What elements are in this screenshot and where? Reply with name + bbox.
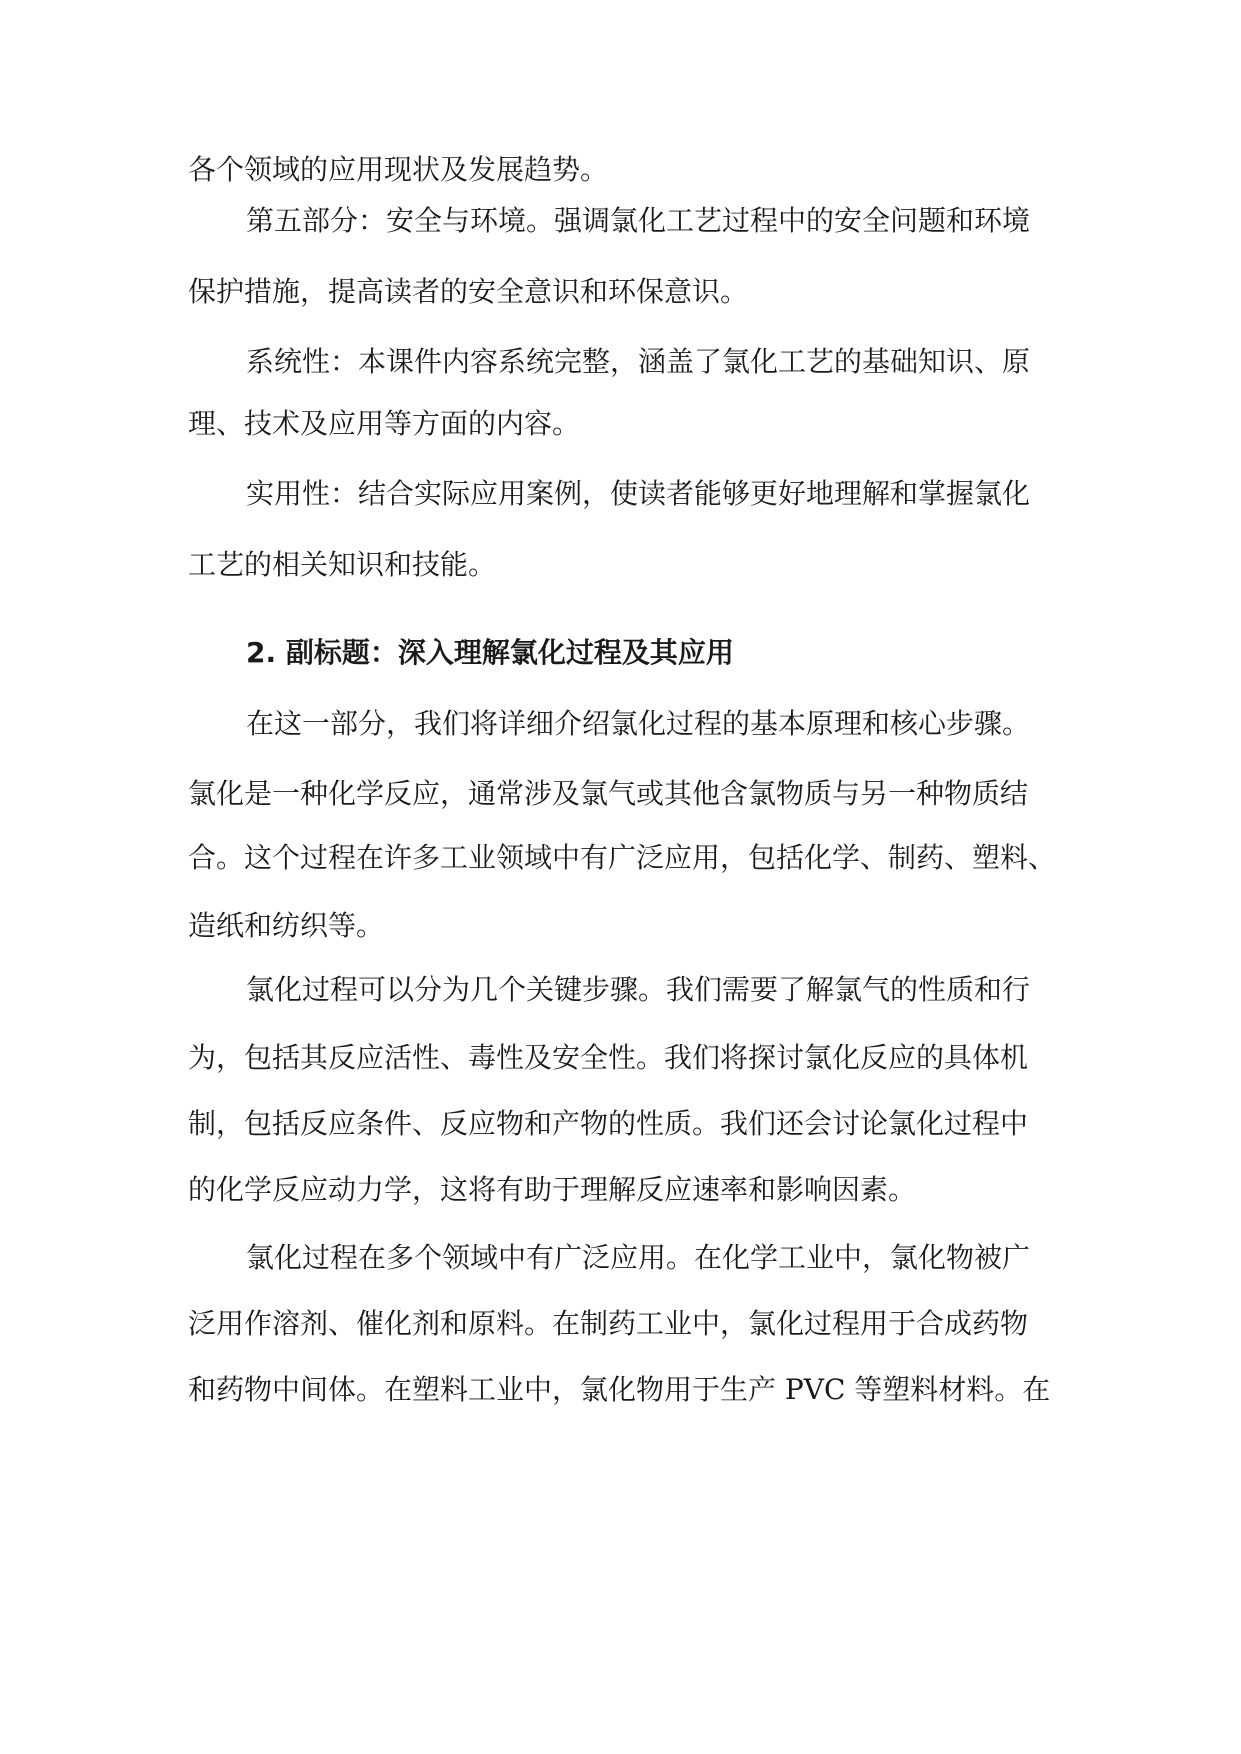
text-line: 实用性：结合实际应用案例，使读者能够更好地理解和掌握氯化 [246,477,1031,510]
text-line: 系统性：本课件内容系统完整，涵盖了氯化工艺的基础知识、原 [246,345,1031,378]
text-line: 的化学反应动力学，这将有助于理解反应速率和影响因素。 [188,1173,917,1206]
text-line: 为，包括其反应活性、毒性及安全性。我们将探讨氯化反应的具体机 [188,1041,1029,1074]
text-line: 泛用作溶剂、催化剂和原料。在制药工业中，氯化过程用于合成药物 [188,1307,1029,1340]
text-line: 在这一部分，我们将详细介绍氯化过程的基本原理和核心步骤。 [246,707,1031,740]
text-line: 保护措施，提高读者的安全意识和环保意识。 [188,275,749,308]
text-line: 工艺的相关知识和技能。 [188,548,497,581]
text-line: 和药物中间体。在塑料工业中，氯化物用于生产 PVC 等塑料材料。在 [188,1373,1051,1406]
text-line: 氯化过程可以分为几个关键步骤。我们需要了解氯气的性质和行 [246,973,1031,1006]
text-line: 氯化过程在多个领域中有广泛应用。在化学工业中，氯化物被广 [246,1241,1031,1274]
text-line: 造纸和纺织等。 [188,909,385,942]
text-line: 合。这个过程在许多工业领域中有广泛应用，包括化学、制药、塑料、 [188,841,1057,874]
section-heading: 2. 副标题：深入理解氯化过程及其应用 [246,636,734,669]
text-line: 第五部分：安全与环境。强调氯化工艺过程中的安全问题和环境 [246,204,1031,237]
text-line: 各个领域的应用现状及发展趋势。 [188,153,609,186]
text-line: 制，包括反应条件、反应物和产物的性质。我们还会讨论氯化过程中 [188,1107,1029,1140]
text-line: 氯化是一种化学反应，通常涉及氯气或其他含氯物质与另一种物质结 [188,777,1029,810]
text-line: 理、技术及应用等方面的内容。 [188,407,581,440]
